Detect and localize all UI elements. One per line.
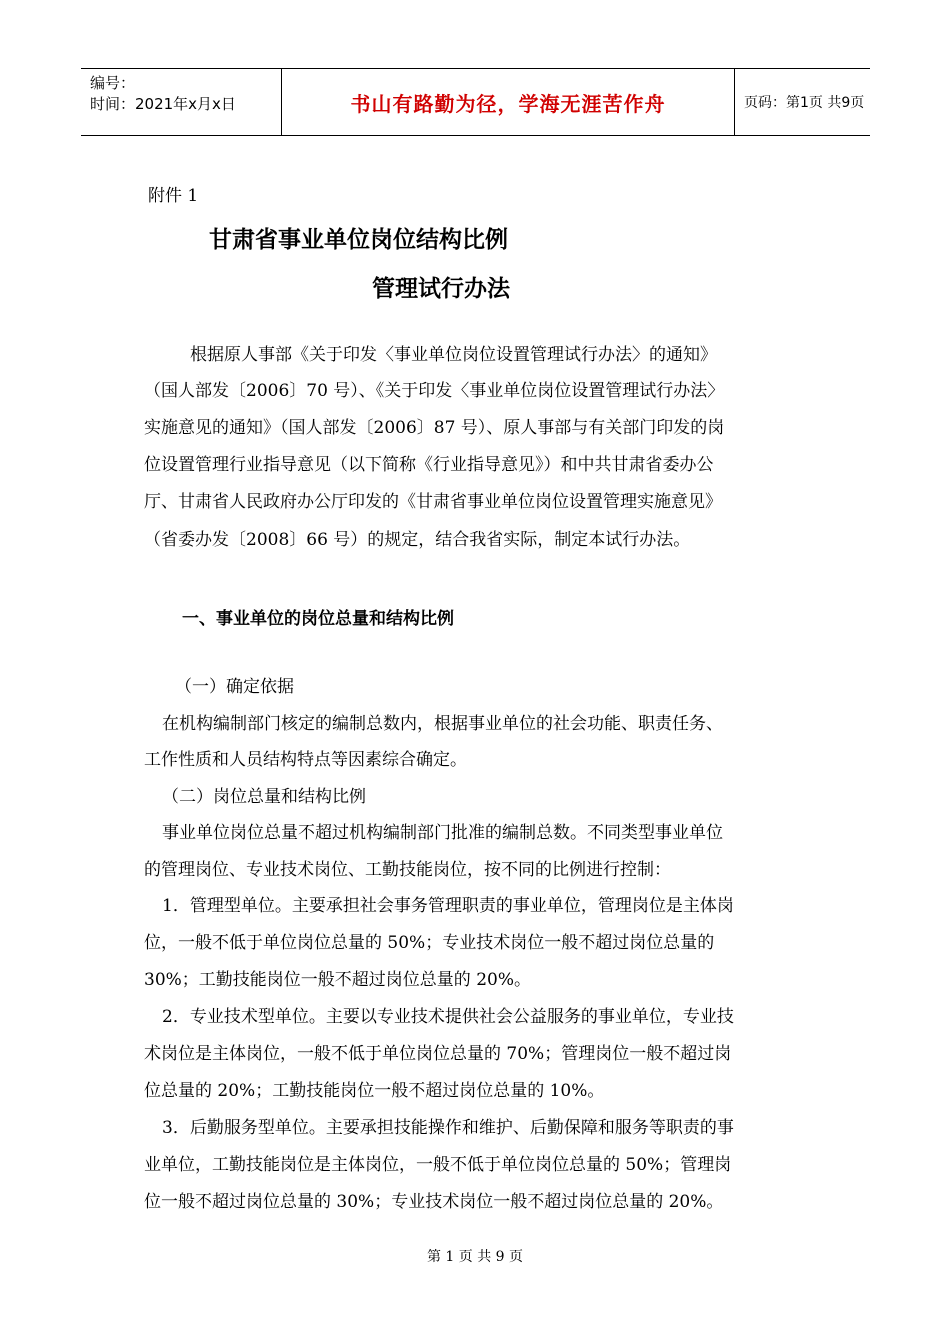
paragraph-line: 3．后勤服务型单位。主要承担技能操作和维护、后勤保障和服务等职责的事	[162, 1118, 734, 1138]
paragraph-line: 2．专业技术型单位。主要以专业技术提供社会公益服务的事业单位，专业技	[162, 1007, 734, 1027]
document-title-line1: 甘肃省事业单位岗位结构比例	[209, 227, 508, 253]
header-motto-cell	[282, 69, 735, 135]
subsection-heading: （一）确定依据	[175, 677, 294, 697]
paragraph-line: 事业单位岗位总量不超过机构编制部门批准的编制总数。不同类型事业单位	[162, 823, 723, 843]
header-meta-cell	[81, 69, 282, 135]
document-title-line2: 管理试行办法	[372, 276, 510, 302]
document-time-label: 时间：2021年x月x日	[90, 95, 236, 113]
document-number-label: 编号：	[90, 74, 136, 92]
page-footer: 第 1 页 共 9 页	[426, 1249, 524, 1265]
subsection-heading: （二）岗位总量和结构比例	[162, 787, 366, 807]
paragraph-line: （省委办发〔2008〕66 号）的规定，结合我省实际，制定本试行办法。	[144, 530, 691, 550]
paragraph-line: 位总量的 20%；工勤技能岗位一般不超过岗位总量的 10%。	[144, 1081, 605, 1101]
paragraph-line: 1．管理型单位。主要承担社会事务管理职责的事业单位，管理岗位是主体岗	[162, 896, 734, 916]
paragraph-line: 位一般不超过岗位总量的 30%；专业技术岗位一般不超过岗位总量的 20%。	[144, 1192, 724, 1212]
paragraph-line: 的管理岗位、专业技术岗位、工勤技能岗位，按不同的比例进行控制：	[144, 860, 671, 880]
paragraph-line: 30%；工勤技能岗位一般不超过岗位总量的 20%。	[144, 970, 531, 990]
paragraph-line: 在机构编制部门核定的编制总数内，根据事业单位的社会功能、职责任务、	[162, 714, 723, 734]
header-page-info: 页码：第1页 共9页	[744, 95, 865, 111]
attachment-label: 附件 1	[148, 186, 199, 206]
paragraph-line: 位，一般不低于单位岗位总量的 50%；专业技术岗位一般不超过岗位总量的	[144, 933, 715, 953]
header-table	[81, 68, 870, 136]
paragraph-line: 位设置管理行业指导意见（以下简称《行业指导意见》）和中共甘肃省委办公	[144, 455, 714, 475]
paragraph-line: 业单位，工勤技能岗位是主体岗位，一般不低于单位岗位总量的 50%；管理岗	[144, 1155, 732, 1175]
paragraph-line: 根据原人事部《关于印发〈事业单位岗位设置管理试行办法〉的通知》	[190, 345, 717, 365]
paragraph-line: 工作性质和人员结构特点等因素综合确定。	[144, 750, 467, 770]
header-page-cell	[735, 69, 870, 135]
section-heading: 一、事业单位的岗位总量和结构比例	[182, 609, 454, 629]
paragraph-line: 术岗位是主体岗位，一般不低于单位岗位总量的 70%；管理岗位一般不超过岗	[144, 1044, 732, 1064]
paragraph-line: （国人部发〔2006〕70 号）、《关于印发〈事业单位岗位设置管理试行办法〉	[144, 381, 725, 401]
header-motto: 书山有路勤为径，学海无涯苦作舟	[350, 91, 666, 116]
paragraph-line: 厅、甘肃省人民政府办公厅印发的《甘肃省事业单位岗位设置管理实施意见》	[144, 492, 722, 512]
paragraph-line: 实施意见的通知》（国人部发〔2006〕87 号）、原人事部与有关部门印发的岗	[144, 418, 725, 438]
